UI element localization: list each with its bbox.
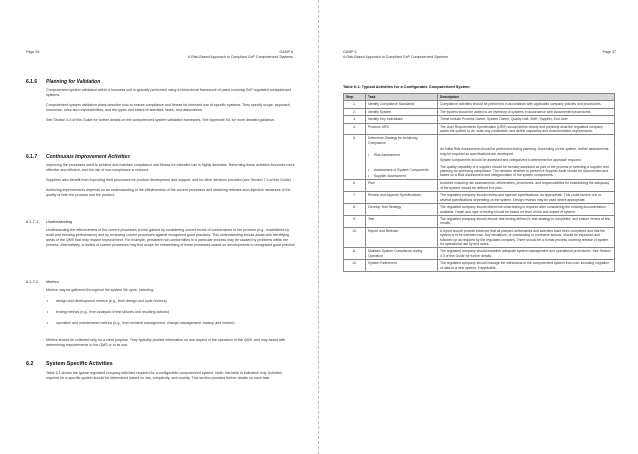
description-spacer xyxy=(440,136,612,147)
section-title: Understanding xyxy=(46,219,73,224)
task-cell xyxy=(366,135,438,180)
metrics-bullet: • design and development metrics (e.g., from design and code reviews) xyxy=(56,299,296,304)
paragraph: Achieving improvements depends on an understanding of the effectiveness of the current processes and obtaining relevant and objective measures of the quality of both the process and the product. xyxy=(46,188,291,198)
metrics-intro: Metrics may be gathered throughout the system life cycle, including: xyxy=(46,288,155,292)
section-title: Metrics xyxy=(46,279,59,284)
table-row xyxy=(344,227,615,248)
description-cell: Activities including risk assessments, deliverables, procedures, and responsibilities for establishing the adequacy of the system should be defined in a plan. xyxy=(438,180,615,192)
table-row xyxy=(344,192,615,204)
left-running-header xyxy=(188,50,293,59)
subtask-label: • Assessment of System Components xyxy=(368,168,435,172)
table-row xyxy=(344,108,615,115)
step-cell: 4. xyxy=(344,123,366,135)
metrics-closing: Metrics should be collected only for a clear purpose. They typically provide information on one aspect of the operation of the QMS, and may assist with determining improvements to the QMS or to its use. xyxy=(46,338,286,348)
description-cell: The User Requirements Specification (URS) should define clearly and precisely what the regulated company wants the system to do, state any constraints, and define regulatory and documentation requirements. xyxy=(438,123,615,135)
task-cell: System Retirement xyxy=(366,260,438,272)
description-cell: The regulated company should ensure that testing defined in test strategy is completed, and ensure review of test results. xyxy=(438,215,615,227)
table-row xyxy=(344,101,615,108)
metrics-bullet: • testing metrics (e.g., from analysis of test failures and resulting actions) xyxy=(56,310,296,315)
step-cell: 11. xyxy=(344,248,366,260)
section-6-1-7-body xyxy=(46,163,296,198)
section-6-2-body: Table 6.1 shows the typical regulated company activities required for a configurable computerized system. Note: this table is indicative only. Activities required for a specific system should be determined based on risk, complexity, and novelty. This section provides further details on each task. xyxy=(46,371,283,381)
step-cell: 1. xyxy=(344,101,366,108)
step-cell: 9. xyxy=(344,215,366,227)
task-cell: Maintain System Compliance during Operation xyxy=(366,248,438,260)
step-cell: 12. xyxy=(344,260,366,272)
subtask-label: • Supplier Assessment xyxy=(368,174,435,178)
paragraph: See Section 3.3 of this Guide for further details on the computerized system validation framework. See Appendix M1 for more detailed guidance. xyxy=(46,118,276,123)
description-cell: The regulated company should manage the withdrawal of the computerized system from use, including migration of data to a new system, if applicable. xyxy=(438,260,615,272)
section-6-1-7-heading xyxy=(26,154,130,160)
right-header-line2: A Risk-Based Approach to Compliant GxP Computerized Systems xyxy=(343,54,448,59)
subtask-label: • Risk Assessment xyxy=(368,153,435,157)
section-title: System Specific Activities xyxy=(46,361,113,367)
table-row xyxy=(344,180,615,192)
description-cell: The regulated company should determine what testing is required after considering the existing documentation available. Depth and rigor of testing should be based on level of risk and impact of system. xyxy=(438,204,615,216)
section-6-1-7-2-heading xyxy=(26,279,59,284)
section-title: Continuous Improvement Activities xyxy=(46,154,130,160)
paragraph: Improving the processes used to achieve and maintain compliance and fitness for intended use is highly desirable. Reforming these activities becomes more effective and efficient, and the risk of non-compliance is reduced. xyxy=(46,163,295,173)
description-cell: The regulated company should review and approve specifications, as appropriate. This could involve one or several specifications depending on the system. Design reviews may be used where appropriate. xyxy=(438,192,615,204)
task-label: Determine Strategy for Achieving Compliance xyxy=(368,136,418,145)
section-title: Planning for Validation xyxy=(46,79,101,85)
task-cell: Identify Key Individuals xyxy=(366,116,438,123)
step-cell: 8. xyxy=(344,204,366,216)
activities-table xyxy=(343,93,615,272)
subtask-description: An initial Risk Assessment should be performed during planning. Depending on the system, further assessments may be required as specifications are developed. xyxy=(440,147,609,156)
table-header-row xyxy=(344,94,615,101)
column-header-task: Task xyxy=(366,94,438,101)
section-6-1-6-body xyxy=(46,88,296,123)
column-header-step: Step xyxy=(344,94,366,101)
paragraph: Computerized system validation within a business unit is typically performed using a hierarchical framework of plans covering GxP regulated computerized systems. xyxy=(46,88,292,98)
column-header-description: Description xyxy=(438,94,615,101)
section-number: 6.2 xyxy=(26,361,34,367)
left-page-number: Page 36 xyxy=(26,50,40,54)
section-number: 6.1.6 xyxy=(26,79,38,85)
subtask-description: The quality capability of a supplier should be formally assessed as part of the process of selecting a supplier and planning for achieving compliance. The decision whether to perform a Supplier Audit should be documented and based on a Risk Assessment and categorization of the system components. xyxy=(440,164,609,178)
task-cell: Produce URS xyxy=(366,123,438,135)
step-cell: 5. xyxy=(344,135,366,180)
section-number: 6.1.7 xyxy=(26,154,38,160)
table-row xyxy=(344,215,615,227)
description-cell: The regulated company should establish adequate system management and operational procedures. See Section 4.3 of this Guide for further details. xyxy=(438,248,615,260)
metrics-bullet: • operation and maintenance metrics (e.g., from incident management, change management, backup and restore) xyxy=(56,321,296,326)
subtask-description: System components should be assessed and categorized to determine the approach required. xyxy=(440,158,582,163)
table-row xyxy=(344,204,615,216)
step-cell: 10. xyxy=(344,227,366,248)
right-running-header xyxy=(343,50,448,59)
description-cell xyxy=(438,135,615,180)
left-header-line1: GAMP 5 xyxy=(279,50,293,54)
description-cell: Compliance activities should be performed in accordance with applicable company policies and procedures. xyxy=(438,101,615,108)
table-row xyxy=(344,248,615,260)
table-row xyxy=(344,260,615,272)
task-cell: Test xyxy=(366,215,438,227)
task-cell: Plan xyxy=(366,180,438,192)
description-cell: The system should be added to an inventory of systems in accordance with documented procedures. xyxy=(438,108,615,115)
paragraph: Computerized system validation plans describe how to ensure compliance and fitness for intended use of specific systems. They specify scope, approach, resources, roles and responsibilities, and the types and extent of activities, tasks, and deliverables. xyxy=(46,103,291,113)
step-cell: 6. xyxy=(344,180,366,192)
task-cell: Report and Release xyxy=(366,227,438,248)
task-cell: Identify Compliance Standards xyxy=(366,101,438,108)
table-row xyxy=(344,123,615,135)
section-6-1-7-1-body: Understanding the effectiveness of the current processes is best gained by considering current levels of conformance to the process (e.g., established by audit and trending performance) and by reviewing current processes against recognized good practices. This understanding should assist with identifying areas of the QMS that may require improvement. For example, persistent non-conformities in a particular process may be caused by problems within the process. Alternatively, a review of current processes may find scope for streamlining of these processes based on developments in recognized good practice. xyxy=(46,228,296,248)
table-row-compliance-strategy xyxy=(344,135,615,180)
section-6-1-6-heading xyxy=(26,79,100,85)
section-6-1-7-1-heading xyxy=(26,219,72,224)
table-row xyxy=(344,116,615,123)
step-cell: 7. xyxy=(344,192,366,204)
table-caption: Table 6.1: Typical Activities for a Configurable Computerized System xyxy=(343,84,470,89)
task-cell: Review and Approve Specifications xyxy=(366,192,438,204)
right-page xyxy=(319,0,638,454)
task-cell: Identify System xyxy=(366,108,438,115)
step-cell: 2. xyxy=(344,108,366,115)
right-header-line1: GAMP 5 xyxy=(343,50,357,54)
left-header-line2: A Risk-Based Approach to Compliant GxP Computerized Systems xyxy=(188,54,293,59)
right-page-number: Page 37 xyxy=(602,50,616,54)
description-cell: A report should provide evidence that all planned deliverables and activities have been completed and that the system is fit for intended use. Any deviations, or outstanding or corrective actions, should be explained and followed up as required by the regulated company. There should be a formal process covering release of system for operational use by end users. xyxy=(438,227,615,248)
task-cell: Develop Test Strategy xyxy=(366,204,438,216)
paragraph: Suppliers also benefit from improving their processes for product development and support, and for other services provided (see Section 7.3 of this Guide). xyxy=(46,178,292,183)
step-cell: 3. xyxy=(344,116,366,123)
section-number: 6.1.7.1 xyxy=(26,219,39,224)
section-6-2-heading xyxy=(26,361,113,367)
description-cell: These include Process Owner, System Owner, Quality Unit, SME, Supplier, End User xyxy=(438,116,615,123)
section-number: 6.1.7.2 xyxy=(26,279,39,284)
